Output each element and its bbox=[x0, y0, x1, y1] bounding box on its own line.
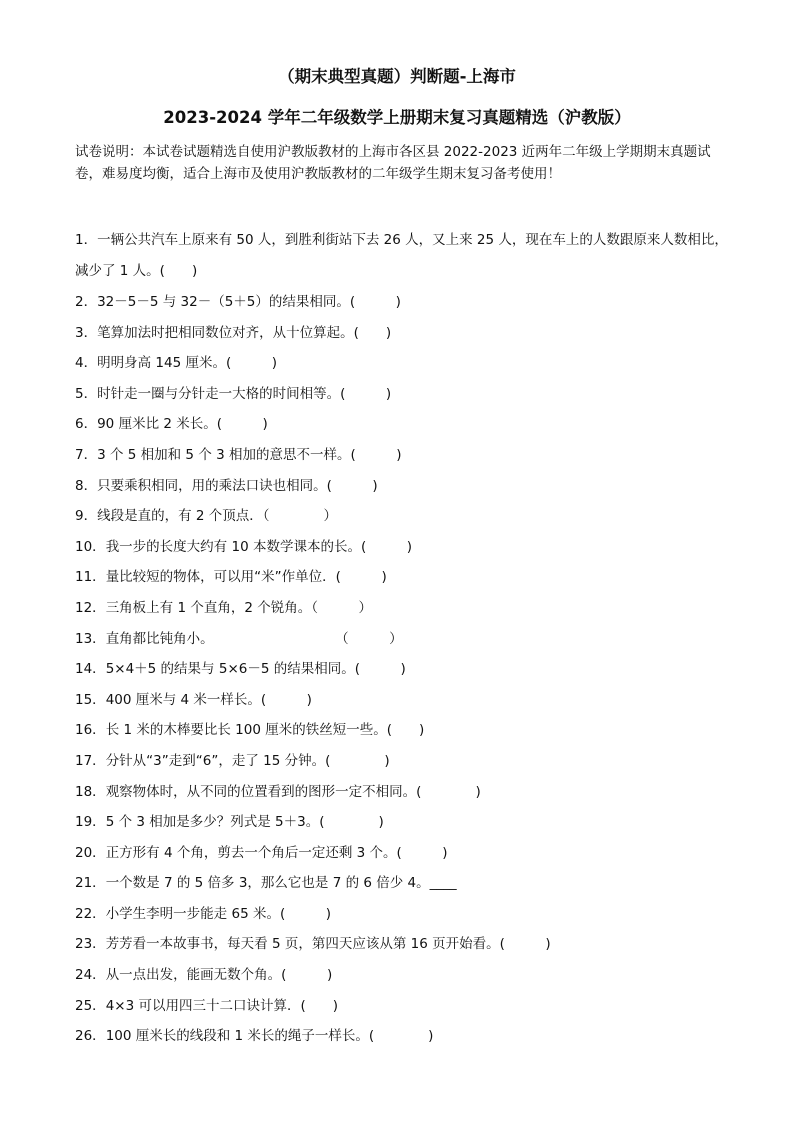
question-item-5 bbox=[75, 384, 735, 415]
instructions-line: 试卷说明：本试卷试题精选自使用沪教版教材的上海市各区县 2022-2023 近两年二年级上学期期末真题试 bbox=[75, 144, 711, 160]
question-number: 17． bbox=[75, 752, 106, 769]
question-text: 观察物体时，从不同的位置看到的图形一定不相同。( ) bbox=[105, 783, 481, 800]
question-text: 5 个 3 相加是多少？列式是 5＋3。( ) bbox=[105, 814, 384, 831]
question-item-3 bbox=[75, 323, 735, 354]
question-number: 5． bbox=[75, 385, 98, 402]
question-number: 23． bbox=[75, 936, 106, 953]
question-text: 长 1 米的木棒要比长 100 厘米的铁丝短一些。( ) bbox=[105, 722, 425, 739]
question-text: 3 个 5 相加和 5 个 3 相加的意思不一样。( ) bbox=[97, 446, 402, 463]
question-item-7 bbox=[75, 445, 735, 476]
question-item-19 bbox=[75, 812, 735, 843]
question-number: 13． bbox=[75, 630, 106, 647]
question-number: 19． bbox=[75, 814, 106, 831]
question-line bbox=[75, 230, 735, 261]
exam-title-line1: （期末典型真题）判断题-上海市 bbox=[278, 67, 516, 86]
question-item-22 bbox=[75, 904, 735, 935]
instructions-line: 卷，难易度均衡，适合上海市及使用沪教版教材的二年级学生期末复习备考使用！ bbox=[75, 166, 561, 182]
question-item-12 bbox=[75, 598, 735, 629]
question-number: 4． bbox=[75, 355, 98, 372]
question-text: 芳芳看一本故事书，每天看 5 页，第四天应该从第 16 页开始看。( ) bbox=[105, 936, 551, 953]
question-number: 8． bbox=[75, 477, 98, 494]
question-text: 时针走一圈与分针走一大格的时间相等。( ) bbox=[97, 385, 392, 402]
question-text: 90 厘米比 2 米长。( ) bbox=[97, 416, 268, 433]
question-item-13 bbox=[75, 629, 735, 660]
question-text: 400 厘米与 4 米一样长。( ) bbox=[105, 691, 312, 708]
question-number: 24． bbox=[75, 967, 106, 984]
question-item-25 bbox=[75, 996, 735, 1027]
question-number: 9． bbox=[75, 508, 98, 525]
question-number: 25． bbox=[75, 997, 106, 1014]
question-text: 三角板上有 1 个直角，2 个锐角。（ ） bbox=[105, 599, 372, 616]
question-item-9 bbox=[75, 506, 735, 537]
question-item-17 bbox=[75, 751, 735, 782]
question-text: 减少了 1 人。( ) bbox=[75, 262, 198, 279]
question-number: 26． bbox=[75, 1028, 106, 1045]
question-item-26 bbox=[75, 1026, 735, 1057]
question-text: 直角都比钝角小。 （ ） bbox=[105, 630, 403, 647]
exam-title-line2: 2023-2024 学年二年级数学上册期末复习真题精选（沪教版） bbox=[163, 108, 631, 127]
question-number: 10． bbox=[75, 538, 106, 555]
question-item-23 bbox=[75, 934, 735, 965]
question-text: 明明身高 145 厘米。( ) bbox=[97, 355, 277, 372]
question-text: 32－5－5 与 32－（5＋5）的结果相同。( ) bbox=[97, 294, 401, 310]
question-text: 正方形有 4 个角，剪去一个角后一定还剩 3 个。( ) bbox=[105, 844, 448, 861]
question-list bbox=[75, 230, 735, 1057]
question-text: 5×4＋5 的结果与 5×6－5 的结果相同。( ) bbox=[105, 661, 406, 678]
question-item-4 bbox=[75, 353, 735, 384]
question-item-6 bbox=[75, 414, 735, 445]
question-text: 一辆公共汽车上原来有 50 人，到胜利街站下去 26 人，又上来 25 人，现在车上的人数跟原来人数相比， bbox=[97, 232, 728, 248]
question-text: 100 厘米长的线段和 1 米长的绳子一样长。( ) bbox=[105, 1028, 434, 1045]
question-item-8 bbox=[75, 476, 735, 507]
question-number: 6． bbox=[75, 416, 98, 433]
question-text: 只要乘积相同，用的乘法口诀也相同。( ) bbox=[97, 477, 378, 494]
question-number: 18． bbox=[75, 783, 106, 800]
question-text: 线段是直的，有 2 个顶点．（ ） bbox=[97, 508, 338, 525]
question-number: 22． bbox=[75, 905, 106, 922]
question-item-14 bbox=[75, 659, 735, 690]
question-item-1 bbox=[75, 230, 735, 292]
question-text: 我一步的长度大约有 10 本数学课本的长。( ) bbox=[105, 538, 412, 555]
question-item-24 bbox=[75, 965, 735, 996]
question-item-11 bbox=[75, 567, 735, 598]
question-text: 量比较短的物体，可以用“米”作单位．( ) bbox=[105, 569, 387, 586]
question-item-16 bbox=[75, 720, 735, 751]
question-number: 14． bbox=[75, 661, 106, 678]
question-number: 11． bbox=[75, 569, 106, 586]
question-number: 21． bbox=[75, 875, 106, 892]
question-number: 20． bbox=[75, 844, 106, 861]
question-item-21 bbox=[75, 873, 735, 904]
question-number: 7． bbox=[75, 446, 98, 463]
exam-instructions bbox=[75, 141, 725, 185]
question-line bbox=[75, 261, 735, 292]
question-text: 一个数是 7 的 5 倍多 3，那么它也是 7 的 6 倍少 4。____ bbox=[105, 875, 457, 892]
question-item-15 bbox=[75, 690, 735, 721]
question-number: 12． bbox=[75, 599, 106, 616]
question-item-18 bbox=[75, 782, 735, 813]
question-text: 分针从“3”走到“6”，走了 15 分钟。( ) bbox=[105, 752, 390, 769]
question-item-10 bbox=[75, 537, 735, 568]
question-item-2 bbox=[75, 292, 735, 323]
question-number: 3． bbox=[75, 324, 98, 341]
question-number: 16． bbox=[75, 722, 106, 739]
question-text: 从一点出发，能画无数个角。( ) bbox=[105, 967, 333, 984]
question-number: 1． bbox=[75, 232, 98, 248]
question-text: 笔算加法时把相同数位对齐，从十位算起。( ) bbox=[97, 324, 392, 341]
question-text: 4×3 可以用四三十二口诀计算．( ) bbox=[105, 997, 339, 1014]
question-number: 2． bbox=[75, 294, 98, 310]
question-text: 小学生李明一步能走 65 米。( ) bbox=[105, 905, 331, 922]
question-item-20 bbox=[75, 843, 735, 874]
question-number: 15． bbox=[75, 691, 106, 708]
